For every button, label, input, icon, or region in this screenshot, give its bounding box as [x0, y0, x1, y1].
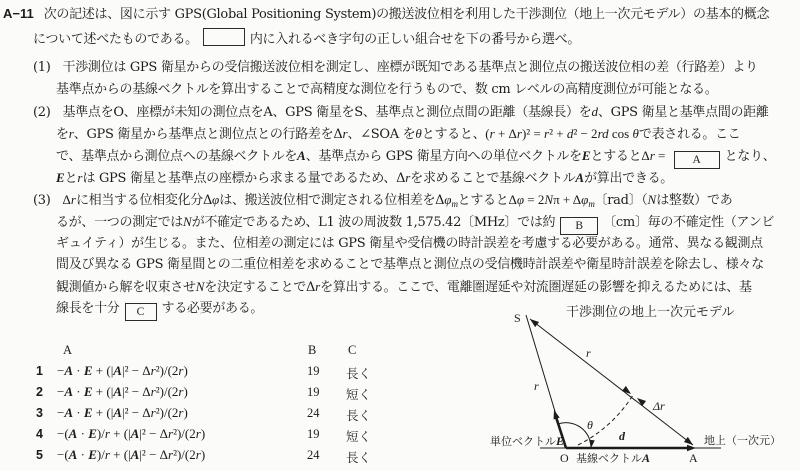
text-segment: |² − Δ [121, 405, 151, 420]
choice-value-b: 19 [307, 427, 320, 441]
paragraph-2-line-2 [56, 126, 740, 143]
choice-formula-a [57, 384, 188, 400]
text-segment: E [83, 363, 93, 378]
text-segment: Δ [62, 192, 71, 207]
text-segment: A [575, 170, 585, 185]
text-segment: )² = [521, 126, 545, 141]
text-segment: 線長を十分 [56, 301, 120, 316]
text-segment: A−11 [3, 6, 34, 21]
text-segment: |² − Δ [139, 447, 169, 462]
text-segment: r [70, 192, 76, 207]
choice-row-3 [30, 405, 400, 425]
text-segment: を決定することでΔ [204, 280, 316, 295]
text-segment: · [73, 405, 84, 420]
range-r-right-label: r [586, 346, 591, 360]
text-segment: r [104, 447, 110, 462]
text-segment: N [183, 214, 192, 229]
paragraph-2-line-4 [56, 170, 673, 187]
text-segment: r [516, 126, 522, 141]
text-segment: π + Δ [553, 192, 582, 207]
theta-label: θ [587, 418, 593, 432]
text-segment: とすると、 [421, 127, 486, 142]
text-segment: −( [57, 447, 69, 462]
text-segment: 、GPS 衛星と基準点間の距離 [597, 105, 769, 120]
text-segment: ²)/(2 [155, 384, 179, 399]
answer-blank-box: A [674, 151, 720, 169]
text-segment: 〔cm〕毎の不確定性（アンビ [603, 215, 775, 230]
text-segment: 次の記述は、図に示す GPS(Global Positioning System)の搬送波位相を利用した干渉測位（地上一次元モデル）の基本的概念 [43, 7, 770, 22]
text-segment: ) [183, 363, 188, 378]
text-segment: Δ [508, 192, 517, 207]
text-segment: A [113, 363, 122, 378]
text-segment: で、基準点から測位点への基線ベクトルを [56, 149, 298, 164]
text-segment: · [77, 447, 89, 462]
text-segment: と [64, 171, 78, 186]
text-segment: とすると [457, 193, 509, 208]
text-segment: r [104, 426, 110, 441]
baseline-vector-label: 基線ベクトルA [576, 451, 651, 465]
text-segment: r [178, 363, 184, 378]
unit-vector-label: 単位ベクトルE [490, 434, 565, 448]
choice-value-c: 長く [346, 366, 372, 381]
text-segment: r [150, 384, 156, 399]
text-segment: r [195, 447, 201, 462]
text-segment: ²)/(2 [155, 405, 179, 420]
choice-formula-a [57, 405, 188, 421]
text-segment: = 2 [524, 192, 545, 207]
text-segment: N [647, 192, 657, 207]
text-segment: r [649, 148, 655, 163]
question-header-line-2 [33, 28, 580, 48]
text-segment: rd [597, 126, 609, 141]
text-segment: (3) [33, 193, 51, 208]
text-segment: A [68, 447, 78, 462]
baseline-length-d-label: d [619, 429, 625, 443]
text-segment: r [168, 426, 174, 441]
text-segment: する必要がある。 [161, 301, 264, 316]
text-segment: |² − Δ [121, 363, 151, 378]
text-segment: を算出する。ここで、電離圏遅延や対流圏遅延の影響を抑えるためには、基 [320, 280, 752, 295]
text-segment: m [451, 199, 458, 209]
paragraph-1-line-2 [56, 82, 717, 98]
choice-formula-a [57, 363, 188, 379]
text-segment: r [544, 126, 550, 141]
choice-value-b: 24 [307, 448, 320, 462]
text-segment: r [178, 405, 184, 420]
text-segment: r [489, 126, 495, 141]
text-segment: + (| [109, 447, 131, 462]
text-segment: 、基準点から GPS 衛星方向への単位ベクトルを [305, 149, 582, 164]
choice-formula-a [57, 426, 205, 442]
text-segment: −( [57, 426, 69, 441]
text-segment: が算出できる。 [584, 171, 673, 186]
text-segment: Δ [641, 148, 650, 163]
text-segment: は GPS 衛星と基準点の座標から求まる量であるため、Δ [82, 171, 406, 186]
text-segment: 内に入れるべき字句の正しい組合せを下の番号から選べ。 [249, 32, 581, 47]
text-segment: (2) [33, 105, 51, 120]
text-segment: φ [581, 192, 589, 207]
choice-number: 4 [36, 427, 43, 441]
text-segment: (1) [33, 60, 51, 75]
text-segment: A [68, 426, 78, 441]
text-segment: − [57, 384, 65, 399]
text-segment: を [56, 127, 69, 142]
text-segment: )/ [96, 447, 105, 462]
text-segment: r [178, 384, 184, 399]
text-segment: d [591, 104, 598, 119]
measured-point-label: A [689, 451, 698, 465]
text-segment: A [64, 363, 74, 378]
text-segment: φ [212, 192, 220, 207]
text-segment: |² − Δ [121, 384, 151, 399]
text-segment: m [588, 199, 595, 209]
choices-header-a: A [63, 343, 73, 357]
text-segment: ² − 2 [573, 126, 598, 141]
text-segment: + (| [92, 405, 114, 420]
figure-canvas [490, 298, 800, 471]
text-segment: ( [485, 126, 490, 141]
paragraph-3-line-5 [56, 279, 752, 296]
text-segment: r [150, 363, 156, 378]
text-segment: E [88, 426, 97, 441]
text-segment: は整数）であ [656, 193, 733, 208]
text-segment: ²)/(2 [155, 363, 179, 378]
text-segment: 干渉測位は GPS 衛星からの受信搬送波位相を測定し、座標が既知である基準点と測位点の搬送波位相の差（行路差）より [62, 60, 758, 75]
text-segment: r [342, 126, 348, 141]
question-header-line-1 [3, 6, 769, 23]
answer-choices-table [30, 342, 400, 469]
answer-blank-box [203, 28, 245, 46]
text-segment: ) [183, 384, 188, 399]
delta-r-label: Δr [653, 399, 665, 413]
text-segment: + (| [92, 384, 114, 399]
text-segment: 〔rad〕（ [594, 193, 648, 208]
text-segment: = [654, 148, 669, 163]
text-segment: ) [200, 426, 206, 441]
text-segment: E [83, 405, 93, 420]
text-segment: E [88, 447, 97, 462]
text-segment: − [57, 363, 65, 378]
answer-blank-box: C [125, 303, 157, 321]
origin-point-label: O [560, 451, 569, 465]
text-segment: について述べたものである。 [33, 32, 198, 47]
paragraph-3-line-3 [56, 236, 763, 252]
choice-value-c: 短く [346, 387, 372, 402]
paragraph-3-line-2 [56, 214, 774, 235]
text-segment: E [56, 170, 65, 185]
unit-vector-arrowhead [551, 409, 560, 419]
text-segment: ² + [549, 126, 567, 141]
satellite-label: S [514, 311, 521, 325]
text-segment: r [168, 447, 174, 462]
choices-header-b: B [308, 343, 317, 357]
ground-label: 地上（一次元） [704, 434, 781, 447]
text-segment: を求めることで基線ベクトル [410, 171, 576, 186]
text-segment: となり、 [724, 149, 776, 164]
text-segment: N [544, 192, 554, 207]
text-segment: A [297, 148, 306, 163]
choice-row-4 [30, 426, 400, 446]
text-segment: )/ [96, 426, 105, 441]
text-segment: r [405, 170, 411, 185]
text-segment: A [130, 447, 140, 462]
text-segment: N [195, 279, 205, 294]
text-segment: A [130, 426, 140, 441]
choice-value-b: 19 [307, 385, 320, 399]
text-segment: r [68, 126, 74, 141]
text-segment: が不確定であるため、L1 波の周波数 1,575.42〔MHz〕では約 [191, 215, 556, 230]
text-segment: − [57, 405, 65, 420]
range-r-left-label: r [534, 379, 539, 393]
choice-number: 5 [36, 448, 43, 462]
choice-row-5 [30, 447, 400, 467]
paragraph-3-line-1 [33, 192, 732, 212]
text-segment: 、GPS 衛星から基準点と測位点との行路差をΔ [73, 127, 343, 142]
text-segment: · [77, 426, 89, 441]
text-segment: d [566, 126, 574, 141]
text-segment: r [315, 279, 321, 294]
text-segment: θ [632, 126, 639, 141]
text-segment: r [77, 170, 83, 185]
paragraph-3-line-4 [56, 257, 764, 273]
choice-value-c: 長く [346, 450, 372, 465]
text-segment: に相当する位相変化分Δ [75, 193, 213, 208]
choices-header-c: C [348, 343, 357, 357]
choice-value-c: 長く [346, 408, 372, 423]
text-segment: cos [608, 126, 633, 141]
text-segment: ²)/(2 [173, 426, 196, 441]
choice-number: 1 [36, 364, 43, 378]
text-segment: 観測値から解を収束させ [56, 280, 196, 295]
choice-formula-a [57, 447, 205, 463]
text-segment: r [195, 426, 201, 441]
text-segment: ) [200, 447, 206, 462]
text-segment: + Δ [494, 126, 517, 141]
text-segment: A [113, 384, 122, 399]
gps-model-figure [490, 298, 800, 471]
text-segment: E [83, 384, 93, 399]
r-dimension-arrowhead-top [528, 316, 539, 327]
choice-row-2 [30, 384, 400, 404]
choice-value-c: 短く [346, 429, 372, 444]
figure-title: 干渉測位の地上一次元モデル [566, 305, 735, 320]
choices-header-row [30, 342, 400, 362]
text-segment: 、∠SOA を [347, 127, 416, 142]
text-segment: + (| [109, 426, 131, 441]
text-segment: で表される。ここ [638, 127, 741, 142]
answer-blank-box: B [560, 217, 598, 235]
text-segment: + (| [92, 363, 114, 378]
choice-number: 2 [36, 385, 43, 399]
text-segment: 基準点をO、座標が未知の測位点をA、GPS 衛星をS、基準点と測位点間の距離（基線長）を [62, 105, 592, 120]
text-segment: E [581, 148, 591, 163]
text-segment: A [113, 405, 122, 420]
satellite-to-point-line [530, 319, 693, 445]
paragraph-3-line-6 [56, 301, 263, 321]
choice-value-b: 24 [307, 406, 320, 420]
choice-row-1 [30, 363, 400, 383]
text-segment: は、搬送波位相で測定される位相差をΔ [219, 193, 445, 208]
text-segment: 基準点からの基線ベクトルを算出することで高精度な測位を行うもので、数 cm レベルの高精度測位が可能となる。 [56, 82, 718, 97]
paragraph-2-line-1 [33, 104, 769, 121]
paragraph-1-line-1 [33, 60, 758, 76]
text-segment: ギュイティ）が生じる。また、位相差の測定には GPS 衛星や受信機の時計誤差を考慮する必要がある。通常、異なる観測点 [56, 236, 763, 251]
text-segment: · [73, 384, 84, 399]
text-segment: A [64, 384, 74, 399]
text-segment: |² − Δ [139, 426, 169, 441]
choice-number: 3 [36, 406, 43, 420]
text-segment: ) [183, 405, 188, 420]
text-segment: φ [516, 192, 525, 207]
text-segment: ²)/(2 [173, 447, 196, 462]
text-segment: るが、一つの測定では [56, 215, 184, 230]
text-segment: · [73, 363, 84, 378]
paragraph-2-line-3 [56, 148, 775, 169]
text-segment: φ [444, 192, 452, 207]
text-segment: とすると [590, 149, 642, 164]
text-segment: A [64, 405, 74, 420]
text-segment: 間及び異なる GPS 衛星間との二重位相差を求めることで基準点と測位点の受信機時計誤差や衛星時計誤差を除去し、様々な [56, 257, 764, 272]
text-segment: r [150, 405, 156, 420]
text-segment: θ [415, 126, 422, 141]
choice-value-b: 19 [307, 364, 320, 378]
